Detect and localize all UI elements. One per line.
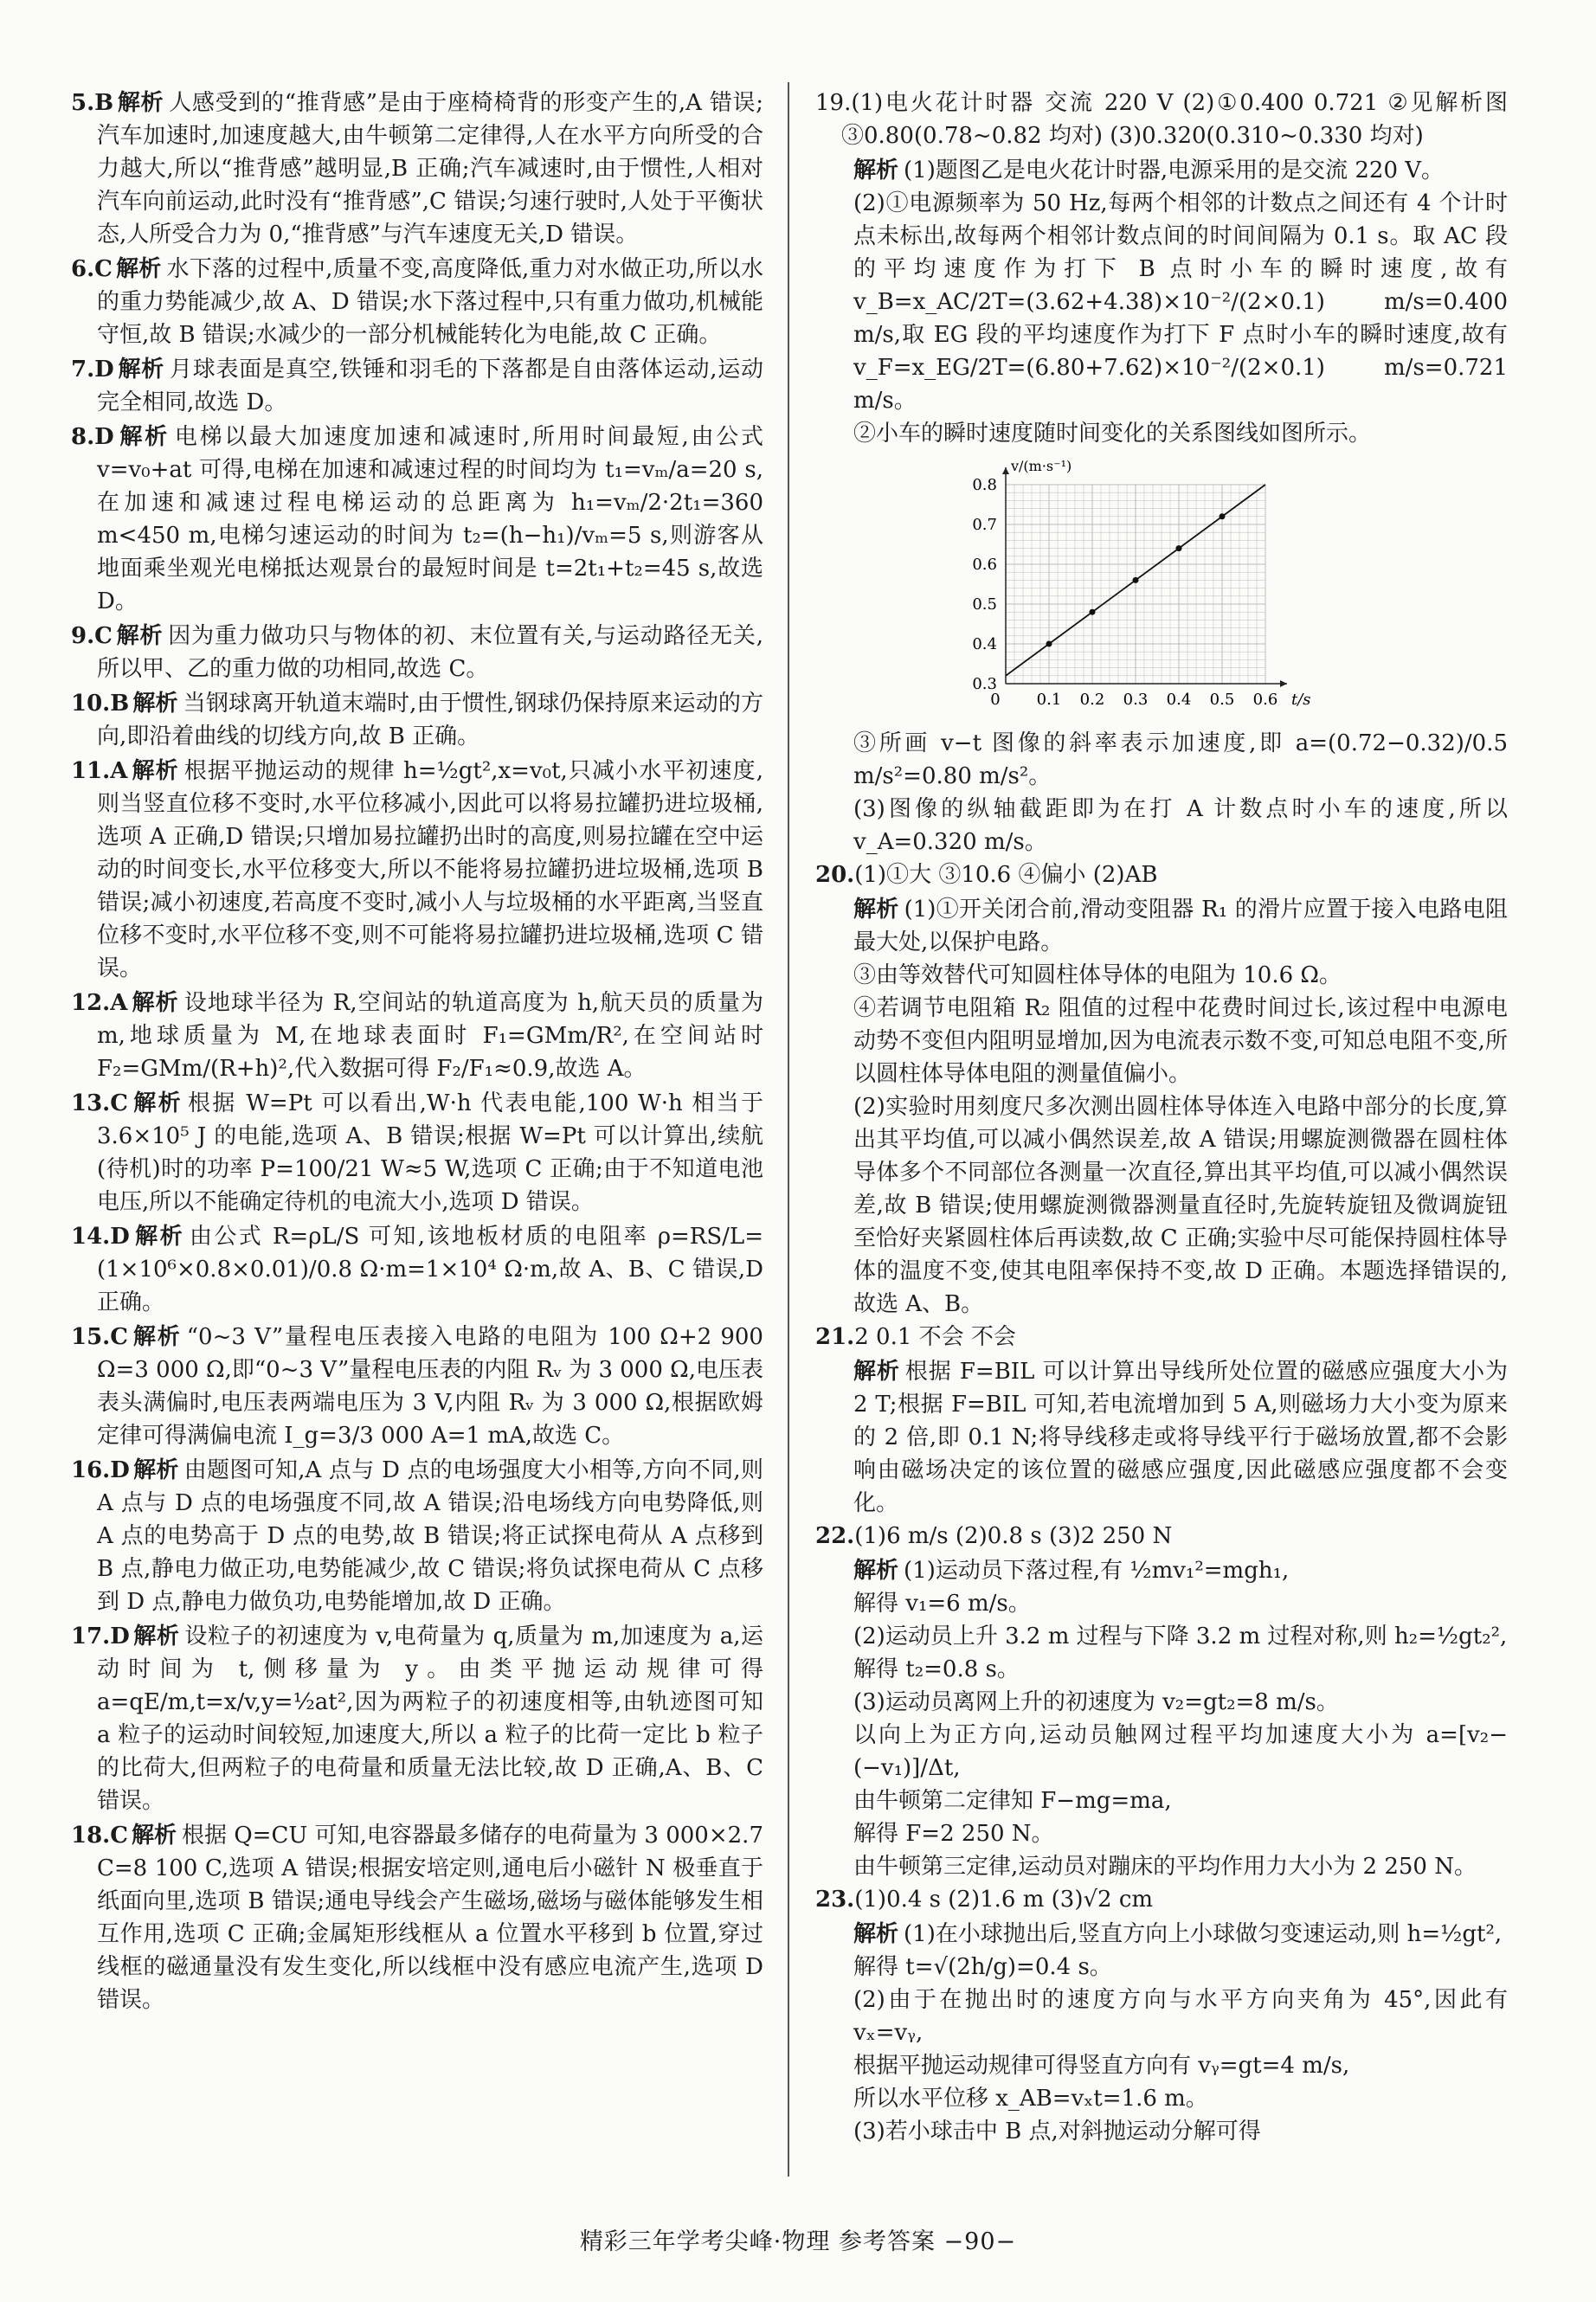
analysis-line [815, 1817, 1508, 1850]
answer-item [815, 1883, 1508, 1916]
analysis-label: 解析 [131, 758, 179, 784]
left-column [71, 87, 763, 2018]
answer-item [71, 620, 763, 685]
analysis-label: 解析 [115, 256, 162, 282]
analysis-text: 人感受到的“推背感”是由于座椅椅背的形变产生的,A 错误;汽车加速时,加速度越大,由牛顿第二定律得,人在水平方向所受的合力越大,所以“推背感”越明显,B 正确;汽车减速时,由于惯性,人相对汽车向前运动,此时没有“推背感”,C 错误;匀速行驶时,人处于平衡状态,人所受合力为 0,“推背感”与汽车速度无关,D 错误。 [97, 90, 763, 248]
data-point [1046, 641, 1052, 647]
analysis-label: 解析 [853, 897, 899, 923]
answer-item [71, 987, 763, 1085]
answer-item [71, 353, 763, 419]
analysis-line [815, 1090, 1508, 1321]
analysis-text: 设地球半径为 R,空间站的轨道高度为 h,航天员的质量为 m,地球质量为 M,在地球表面时 F₁=GMm/R²,在空间站时 F₂=GMm/(R+h)²,代入数据可得 F₂/F₁≈0.9,故选 A。 [97, 990, 763, 1082]
analysis-line [815, 2049, 1508, 2082]
analysis-line [815, 893, 1508, 959]
analysis-text: 解得 v₁=6 m/s。 [853, 1591, 1031, 1617]
analysis-line [815, 1918, 1508, 1951]
data-point [1220, 513, 1226, 519]
answer-item [71, 687, 763, 753]
analysis-label: 解析 [853, 1558, 899, 1584]
x-axis-arrow [1280, 680, 1287, 687]
right-rest [815, 858, 1508, 2148]
answer-item [71, 1454, 763, 1618]
analysis-text: (3)运动员离网上升的初速度为 v₂=gt₂=8 m/s。 [853, 1689, 1339, 1715]
analysis-line [815, 2115, 1508, 2148]
analysis-label: 解析 [853, 1921, 899, 1947]
analysis-text: 根据 Q=CU 可知,电容器最多储存的电荷量为 3 000×2.7 C=8 100 C,选项 A 错误;根据安培定则,通电后小磁针 N 极垂直于纸面向里,选项 B 错误;通电导线会产生磁场,磁场与磁体能够发生相互作用,选项 C 正确;金属矩形线框从 a 位置水平移到 b 位置,穿过线框的磁通量没有发生变化,所以线框中没有感应电流产生,选项 D 错误。 [97, 1823, 763, 2013]
q19-part2: (2)①电源频率为 50 Hz,每两个相邻的计数点之间还有 4 个计时点未标出,故每两个相邻计数点间的时间间隔为 0.1 s。取 AC 段的平均速度作为打下 B 点时小车的瞬时速度,故有 v_B=x_AC/2T=(3.62+4.38)×10⁻²/(2×0.1) m/s=0.400 m/s,取 EG 段的平均速度作为打下 F 点时小车的瞬时速度,故有 v_F=x_EG/2T=(6.80+7.62)×10⁻²/(2×0.1) m/s=0.721 m/s。 [853, 190, 1508, 414]
analysis-text: (1)运动员下落过程,有 ½mv₁²=mgh₁, [904, 1558, 1290, 1584]
data-point [1176, 545, 1182, 551]
answer-number: 10.B [71, 691, 130, 717]
answer-number: 23. [815, 1887, 855, 1913]
answer-item [71, 253, 763, 351]
analysis-label: 解析 [131, 1324, 182, 1350]
answer-number: 17.D [71, 1624, 130, 1649]
answer-number: 9.C [71, 623, 113, 649]
answer-number: 6.C [71, 256, 113, 282]
analysis-text: (1)在小球抛出后,竖直方向上小球做匀变速运动,则 h=½gt², [904, 1921, 1503, 1947]
answer-item [815, 1520, 1508, 1553]
analysis-text: 设粒子的初速度为 v,电荷量为 q,质量为 m,加速度为 a,运动时间为 t,侧移量为 y。由类平抛运动规律可得 a=qE/m,t=x/v,y=½at²,因为两粒子的初速度相等,由轨迹图可知 a 粒子的运动时间较短,加速度大,所以 a 粒子的比荷一定比 b 粒子的比荷大,但两粒子的电荷量和质量无法比较,故 D 正确,A、B、C 错误。 [97, 1624, 763, 1814]
answer-summary: (1)0.4 s (2)1.6 m (3)√2 cm [854, 1887, 1154, 1913]
analysis-text: (1)①开关闭合前,滑动变阻器 R₁ 的滑片应置于接入电路电阻最大处,以保护电路。 [853, 897, 1508, 955]
analysis-line [815, 1850, 1508, 1883]
answer-number: 12.A [71, 990, 128, 1016]
answer-number: 18.C [71, 1823, 128, 1849]
analysis-text: 电梯以最大加速度加速和减速时,所用时间最短,由公式 v=v₀+at 可得,电梯在加速和减速过程的时间均为 t₁=vₘ/a=20 s,在加速和减速过程电梯运动的总距离为 h₁=vₘ/2·2t₁=360 m<450 m,电梯匀速运动的时间为 t₂=(h−h₁)/vₘ=5 s,则游客从地面乘坐观光电梯抵达观景台的最短时间是 t=2t₁+t₂=45 s,故选 D。 [97, 424, 763, 614]
x-tick-label: 0 [990, 691, 1001, 709]
answer-item [71, 1620, 763, 1817]
x-tick-label: 0.5 [1209, 691, 1235, 709]
q19-part2-slope: ③所画 v−t 图像的斜率表示加速度,即 a=(0.72−0.32)/0.5 m/s²=0.80 m/s²。 [853, 730, 1508, 789]
analysis-line [815, 1784, 1508, 1817]
analysis-text: (2)实验时用刻度尺多次测出圆柱体导体连入电路中部分的长度,算出其平均值,可以减小偶然误差,故 A 错误;用螺旋测微器在圆柱体导体多个不同部位各测量一次直径,算出其平均值,可以减小偶然误差,故 B 错误;使用螺旋测微器测量直径时,先旋转旋钮及微调旋钮至恰好夹紧圆柱体后再读数,故 C 正确;实验中尽可能保持圆柱体导体的温度不变,使其电阻率保持不变,故 D 正确。本题选择错误的,故选 A、B。 [853, 1094, 1508, 1317]
answer-number: 5.B [71, 90, 114, 116]
analysis-text: ④若调节电阻箱 R₂ 阻值的过程中花费时间过长,该过程中电源电动势不变但内阻明显增加,因为电流表示数不变,可知总电阻不变,所以圆柱体导体电阻的测量值偏小。 [853, 995, 1508, 1087]
q19-part2-graph-note: ②小车的瞬时速度随时间变化的关系图线如图所示。 [853, 421, 1372, 447]
analysis-line [815, 1719, 1508, 1784]
analysis-line [815, 992, 1508, 1090]
answer-number: 13.C [71, 1090, 128, 1116]
analysis-text: 根据 F=BIL 可以计算出导线所处位置的磁感应强度大小为 2 T;根据 F=BIL 可知,若电流增加到 5 A,则磁场力大小变为原来的 2 倍,即 0.1 N;将导线移走或将导线平行于磁场放置,都不会影响由磁场决定的该位置的磁感应强度,因此磁感应强度都不会变化。 [853, 1359, 1508, 1516]
x-axis-label: t/s [1291, 691, 1311, 709]
analysis-line [815, 1653, 1508, 1686]
answer-summary: 2 0.1 不会 不会 [854, 1324, 1016, 1350]
vt-chart-svg [962, 459, 1309, 718]
answer-item [71, 1087, 763, 1219]
analysis-text: 月球表面是真空,铁锤和羽毛的下落都是自由落体运动,运动完全相同,故选 D。 [97, 357, 763, 415]
y-tick-label: 0.4 [972, 635, 997, 653]
analysis-line [815, 1984, 1508, 2049]
x-tick-label: 0.2 [1079, 691, 1105, 709]
page-footer: 精彩三年学考尖峰·物理 参考答案 −90− [579, 2228, 1017, 2255]
answer-item [71, 1819, 763, 2016]
analysis-text: 以向上为正方向,运动员触网过程平均加速度大小为 a=[v₂−(−v₁)]/Δt, [853, 1722, 1508, 1781]
answer-number: 7.D [71, 357, 114, 383]
analysis-label: 解析 [117, 424, 170, 450]
analysis-text: 由牛顿第三定律,运动员对蹦床的平均作用力大小为 2 250 N。 [853, 1854, 1477, 1880]
analysis-label: 解析 [853, 1359, 900, 1385]
analysis-line [815, 959, 1508, 992]
answer-item [815, 1321, 1508, 1354]
analysis-label: 解析 [131, 990, 179, 1016]
analysis-text: (2)由于在抛出时的速度方向与水平方向夹角为 45°,因此有 vₓ=vᵧ, [853, 1987, 1508, 2046]
analysis-text: 根据 W=Pt 可以看出,W·h 代表电能,100 W·h 相当于 3.6×10⁵ J 的电能,选项 A、B 错误;根据 W=Pt 可以计算出,续航(待机)时的功率 P=100/21 W≈5 W,选项 C 正确;由于不知道电池电压,所以不能确定待机的电流大小,选项 D 错误。 [97, 1090, 763, 1215]
answer-item [71, 1220, 763, 1319]
x-tick-label: 0.4 [1166, 691, 1192, 709]
analysis-line [815, 1686, 1508, 1719]
y-tick-label: 0.5 [972, 595, 997, 614]
analysis-text: 根据平抛运动的规律 h=½gt²,x=v₀t,只减小水平初速度,则当竖直位移不变时,水平位移减小,因此可以将易拉罐扔进垃圾桶,选项 A 正确,D 错误;只增加易拉罐扔出时的高度,则易拉罐在空中运动的时间变长,水平位移变大,所以不能将易拉罐扔进垃圾桶,选项 B 错误;减小初速度,若高度不变时,减小人与垃圾桶的水平距离,当竖直位移不变时,水平位移不变,则不可能将易拉罐扔进垃圾桶,选项 C 错误。 [97, 758, 763, 981]
q19-part3: (3)图像的纵轴截距即为在打 A 计数点时小车的速度,所以 v_A=0.320 m/s。 [853, 796, 1508, 855]
analysis-text: 解得 t=√(2h/g)=0.4 s。 [853, 1954, 1112, 1980]
answer-item [71, 87, 763, 251]
analysis-text: 水下落的过程中,质量不变,高度降低,重力对水做正功,所以水的重力势能减少,故 A、D 错误;水下落过程中,只有重力做功,机械能守恒,故 B 错误;水减少的一部分机械能转化为电能,故 C 正确。 [97, 256, 763, 348]
analysis-label: 解析 [131, 1090, 183, 1116]
answer-number: 21. [815, 1324, 855, 1350]
analysis-text: 因为重力做功只与物体的初、末位置有关,与运动路径无关,所以甲、乙的重力做的功相同,故选 C。 [97, 623, 763, 682]
analysis-text: 由公式 R=ρL/S 可知,该地板材质的电阻率 ρ=RS/L=(1×10⁶×0.8×0.01)/0.8 Ω·m=1×10⁴ Ω·m,故 A、B、C 错误,D 正确。 [97, 1224, 763, 1315]
vt-chart [962, 459, 1309, 718]
data-point [1133, 577, 1139, 583]
analysis-label: 解析 [117, 357, 164, 383]
analysis-text: 由题图可知,A 点与 D 点的电场强度大小相等,方向不同,则 A 点与 D 点的电场强度不同,故 A 错误;沿电场线方向电势降低,则 A 点的电势高于 D 点的电势,故 B 错误;将正试探电荷从 A 点移到 B 点,静电力做正功,电势能减少,故 C 错误;将负试探电荷从 C 点移到 D 点,静电力做负功,电势能增加,故 D 正确。 [97, 1457, 763, 1615]
q19-analysis: 解析 (1)题图乙是电火花计时器,电源采用的是交流 220 V。 [853, 158, 1445, 183]
analysis-line [815, 1620, 1508, 1653]
x-tick-label: 0.3 [1123, 691, 1149, 709]
answer-item [71, 421, 763, 618]
answer-number: 22. [815, 1523, 855, 1549]
analysis-line [815, 2082, 1508, 2115]
analysis-line [815, 1951, 1508, 1984]
answer-item [815, 858, 1508, 891]
column-divider [788, 82, 789, 2177]
analysis-text: 解得 F=2 250 N。 [853, 1821, 1054, 1847]
answer-summary: (1)①大 ③10.6 ④偏小 (2)AB [854, 862, 1158, 888]
answer-number: 16.D [71, 1457, 130, 1483]
y-tick-label: 0.6 [972, 556, 997, 574]
answer-number: 14.D [71, 1224, 130, 1250]
answer-number: 11.A [71, 758, 128, 784]
analysis-text: 解得 t₂=0.8 s。 [853, 1656, 1020, 1682]
analysis-line [815, 1587, 1508, 1620]
right-column [815, 87, 1508, 2148]
analysis-text: (3)若小球击中 B 点,对斜抛运动分解可得 [853, 2119, 1261, 2144]
analysis-text: ③由等效替代可知圆柱体导体的电阻为 10.6 Ω。 [853, 962, 1342, 988]
data-point [1090, 609, 1096, 615]
analysis-text: 根据平抛运动规律可得竖直方向有 vᵧ=gt=4 m/s, [853, 2053, 1350, 2079]
y-tick-label: 0.7 [972, 516, 997, 534]
analysis-text: (2)运动员上升 3.2 m 过程与下降 3.2 m 过程对称,则 h₂=½gt₂², [853, 1624, 1508, 1649]
analysis-text: 所以水平位移 x_AB=vₓt=1.6 m。 [853, 2086, 1208, 2112]
q19-header: 19.(1)电火花计时器 交流 220 V (2)①0.400 0.721 ②见解析图 ③0.80(0.78~0.82 均对) (3)0.320(0.310~0.330 均对) [815, 90, 1508, 149]
answer-summary: (1)6 m/s (2)0.8 s (3)2 250 N [854, 1523, 1173, 1549]
analysis-line [815, 1554, 1508, 1587]
analysis-label: 解析 [132, 691, 178, 717]
answer-number: 20. [815, 862, 855, 888]
analysis-label: 解析 [132, 1624, 180, 1649]
analysis-label: 解析 [132, 1457, 179, 1483]
analysis-text: 当钢球离开轨道末端时,由于惯性,钢球仍保持原来运动的方向,即沿着曲线的切线方向,故 B 正确。 [97, 691, 763, 749]
analysis-text: “0~3 V”量程电压表接入电路的电阻为 100 Ω+2 900 Ω=3 000 Ω,即“0~3 V”量程电压表的内阻 Rᵥ 为 3 000 Ω,电压表表头满偏时,电压表两端电压为 3 V,内阻 Rᵥ 为 3 000 Ω,根据欧姆定律可得满偏电流 I_g=3/3 000 A=1 mA,故选 C。 [97, 1324, 763, 1449]
answer-item [71, 1321, 763, 1452]
y-axis-arrow [1002, 467, 1009, 474]
x-tick-label: 0.6 [1252, 691, 1278, 709]
analysis-label: 解析 [131, 1823, 177, 1849]
y-axis-label: v/(m·s⁻¹) [1011, 458, 1072, 474]
analysis-label: 解析 [117, 90, 164, 116]
answer-item [71, 755, 763, 985]
x-tick-label: 0.1 [1036, 691, 1062, 709]
analysis-label: 解析 [132, 1224, 184, 1250]
y-tick-label: 0.3 [972, 675, 997, 693]
y-tick-label: 0.8 [972, 476, 997, 494]
analysis-text: 由牛顿第二定律知 F−mg=ma, [853, 1788, 1172, 1814]
analysis-line [815, 1355, 1508, 1520]
analysis-label: 解析 [115, 623, 164, 649]
answer-number: 8.D [71, 424, 114, 450]
answer-number: 15.C [71, 1324, 128, 1350]
